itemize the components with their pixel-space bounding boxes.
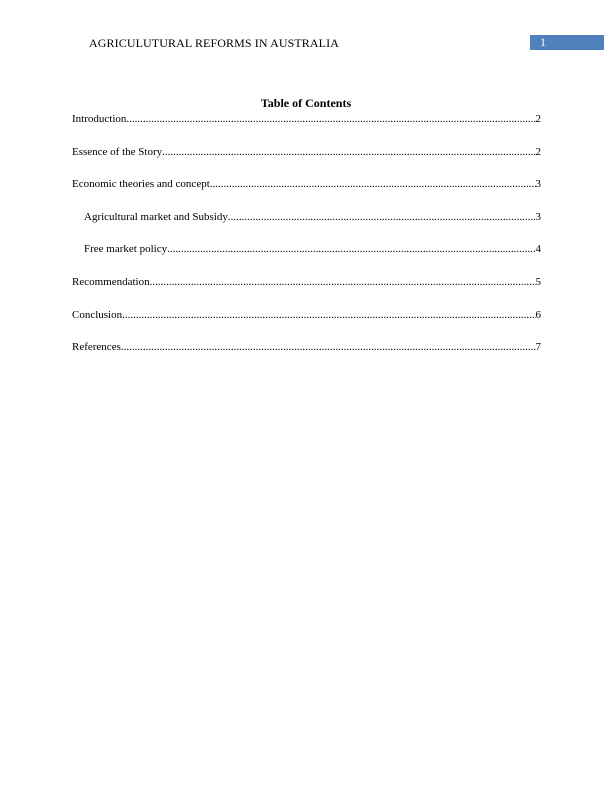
toc-entry-introduction[interactable] [72,112,541,126]
toc-entry-essence-of-the-story[interactable] [72,145,541,159]
toc-entry-page: 7 [535,341,541,354]
toc-dot-leader [162,145,535,159]
toc-dot-leader [126,112,535,126]
toc-entry-page: 5 [535,275,541,288]
toc-dot-leader [150,275,536,289]
toc-entry-page: 3 [535,210,541,223]
toc-entry-recommendation[interactable] [72,275,541,289]
page-number: 1 [540,35,546,49]
toc-entry-page: 4 [535,243,541,256]
toc-entry-label: Economic theories and concept [72,178,210,191]
toc-entry-page: 6 [535,308,541,321]
toc-entry-label: Recommendation [72,275,150,288]
toc-entry-label: Introduction [72,113,127,125]
toc-entry-economic-theories[interactable] [72,177,541,191]
toc-entry-label: Free market policy [84,243,168,256]
toc-entry-free-market-policy[interactable] [72,242,541,256]
toc-dot-leader [122,308,535,322]
table-of-contents [72,112,541,373]
toc-entry-page: 2 [535,145,541,158]
toc-dot-leader [228,210,536,224]
toc-heading: Table of Contents [260,96,352,110]
toc-entry-references[interactable] [72,340,541,354]
toc-entry-label: Agricultural market and Subsidy [84,210,228,223]
toc-entry-page: 2 [535,113,541,125]
toc-entry-conclusion[interactable] [72,308,541,322]
toc-entry-label: References [72,341,121,354]
page-number-badge [530,35,604,50]
running-header-title: AGRICULUTURAL REFORMS IN AUSTRALIA [89,36,339,50]
toc-dot-leader [210,177,536,191]
toc-dot-leader [121,340,536,354]
toc-entry-agricultural-market[interactable] [72,210,541,224]
toc-entry-page: 3 [535,178,541,191]
toc-entry-label: Essence of the Story [72,145,163,158]
toc-entry-label: Conclusion [72,308,123,321]
toc-dot-leader [167,242,535,256]
